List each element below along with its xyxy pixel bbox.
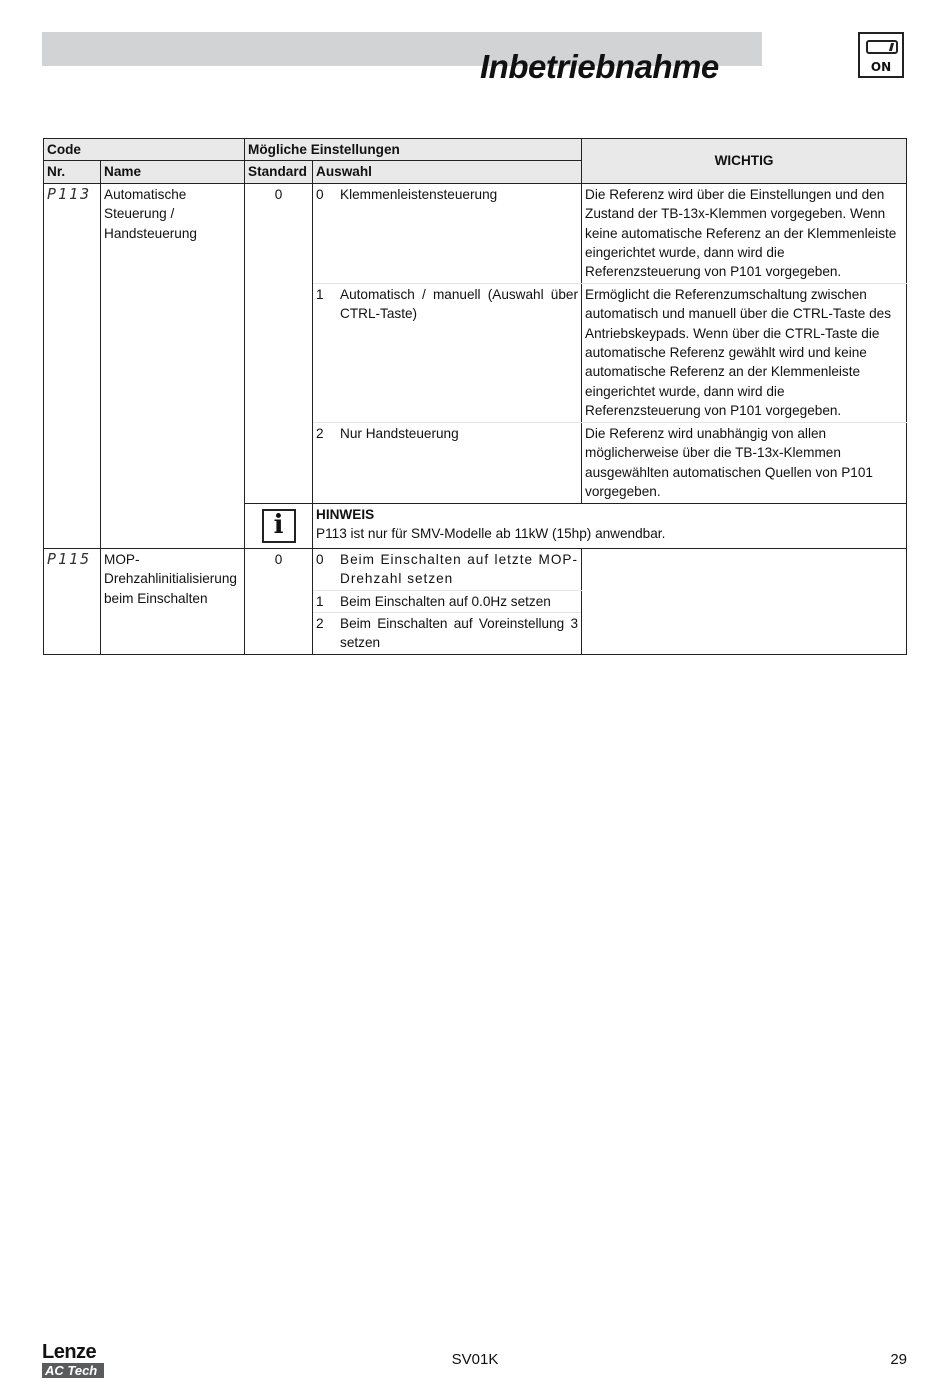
on-label: ON (870, 60, 892, 74)
option-text: Beim Einschalten auf 0.0Hz setzen (340, 593, 551, 609)
logo-lenze-text: Lenze (42, 1341, 97, 1363)
option-number: 0 (316, 551, 324, 567)
option-cell (313, 283, 582, 422)
col-header-standard: Standard (245, 161, 313, 183)
note-cell: Die Referenz wird über die Einstellungen und den Zustand der TB-13x-Klemmen vorgegeben. Wenn keine automatische Referenz an der Klemmenleiste eingerichtet wurde, dann wird die Referenzsteuerung von P101 vorgegeben. (582, 183, 907, 283)
parameter-table (43, 138, 907, 655)
document-id: SV01K (451, 1351, 499, 1368)
col-header-name: Name (101, 161, 245, 183)
option-text: Beim Einschalten auf Voreinstellung 3 setzen (340, 615, 579, 651)
option-cell (313, 612, 582, 654)
standard-cell: 0 (245, 548, 313, 654)
code-cell (44, 183, 101, 548)
info-icon: i (262, 509, 296, 543)
code-cell (44, 548, 101, 654)
hinweis-title: HINWEIS (316, 506, 375, 522)
col-header-wichtig: WICHTIG (582, 139, 907, 184)
option-text: Beim Einschalten auf letzte MOP-Drehzahl setzen (340, 551, 579, 587)
hinweis-text: P113 ist nur für SMV-Modelle ab 11kW (15hp) anwendbar. (316, 526, 666, 542)
standard-cell: 0 (245, 183, 313, 503)
option-cell (313, 183, 582, 283)
option-cell (313, 548, 582, 590)
note-cell (582, 548, 907, 654)
parameter-code: P113 (47, 184, 92, 203)
logo-actech-text: AC Tech (42, 1363, 104, 1378)
table-row (44, 183, 907, 283)
col-header-nr: Nr. (44, 161, 101, 183)
col-header-code: Code (44, 139, 245, 161)
switch-shape (866, 40, 898, 54)
note-cell: Die Referenz wird unabhängig von allen möglicherweise über die TB-13x-Klemmen ausgewählten automatischen Quellen von P101 vorgegeben. (582, 422, 907, 503)
hinweis-icon-cell (245, 503, 313, 548)
page-number: 29 (890, 1351, 907, 1368)
power-switch-icon (858, 32, 904, 78)
parameter-code: P115 (47, 549, 92, 568)
option-number: 2 (316, 615, 324, 631)
option-cell (313, 422, 582, 503)
option-number: 2 (316, 425, 324, 441)
option-number: 1 (316, 593, 324, 609)
name-cell: MOP-Drehzahlinitialisierung beim Einschalten (101, 548, 245, 654)
option-number: 1 (316, 286, 324, 302)
table-row (44, 548, 907, 590)
name-cell: Automatische Steuerung / Handsteuerung (101, 183, 245, 548)
option-cell (313, 590, 582, 612)
note-cell: Ermöglicht die Referenzumschaltung zwischen automatisch und manuell über die CTRL-Taste des Antriebskeypads. Wenn über die CTRL-Taste die automatische Referenz gewählt wird und keine automatische Referenz an der Klemmenleiste eingerichtet wurde, dann wird die Referenzsteuerung von P101 vorgegeben. (582, 283, 907, 422)
option-text: Automatisch / manuell (Auswahl über CTRL-Taste) (340, 286, 579, 322)
hinweis-cell (313, 503, 907, 548)
option-number: 0 (316, 186, 324, 202)
table-header-row-1 (44, 139, 907, 161)
option-text: Nur Handsteuerung (340, 425, 459, 441)
col-header-moegliche: Mögliche Einstellungen (245, 139, 582, 161)
col-header-auswahl: Auswahl (313, 161, 582, 183)
option-text: Klemmenleistensteuerung (340, 186, 498, 202)
page-title: Inbetriebnahme (480, 48, 719, 85)
